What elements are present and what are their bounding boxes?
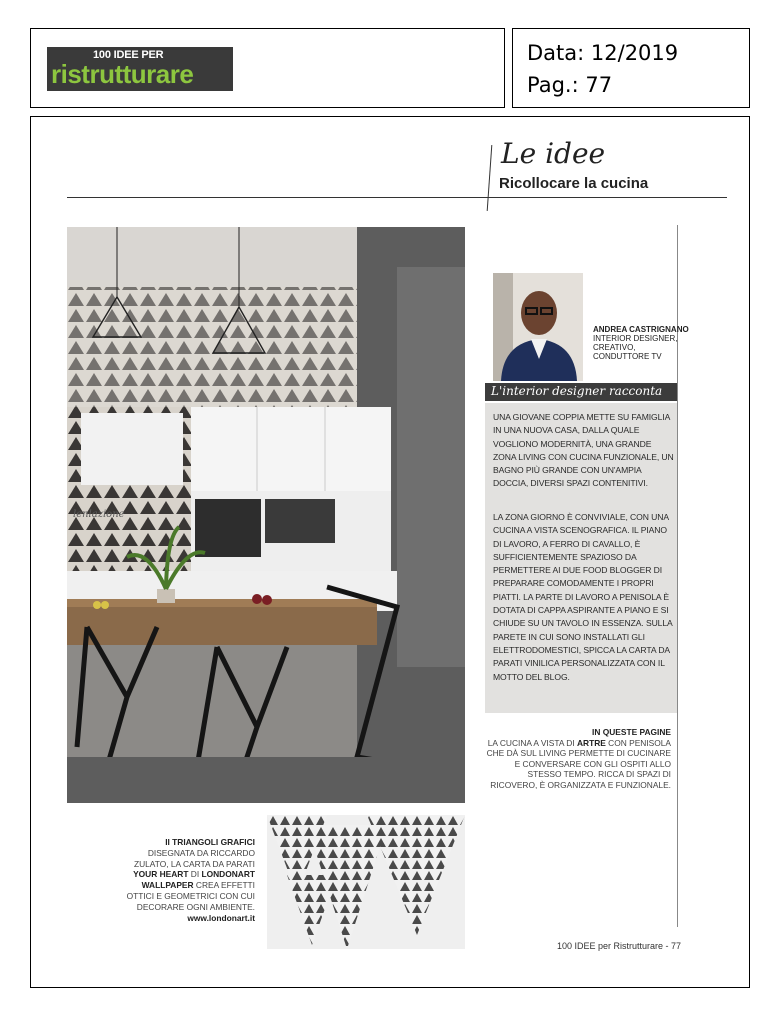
designer-text-panel [485,403,677,713]
designer-credit [593,325,689,361]
designer-photo [493,273,583,381]
wallpaper-caption [121,837,255,923]
kitchen-photo [67,227,465,803]
designer-name: ANDREA CASTRIGNANO [593,325,689,334]
caption-text-b: CON PENISOLA CHE DÀ SUL LIVING PERMETTE DI CUCINARE E CONVERSARE CON GLI OSPITI ALLO STESSO TEMPO. RICCA DI SPAZI DI RICOVERO, È ORGANIZZATA E FUNZIONALE. [486,737,671,790]
article-page [30,116,750,988]
section-title: Le idee [501,137,606,170]
page-line: Pag.: 77 [527,73,613,97]
wallpaper-caption-text-b: DI [188,869,202,880]
logo-main-text: ristrutturare [51,59,194,89]
section-subtitle: Ricollocare la cucina [499,175,649,192]
designer-role-3: CONDUTTORE TV [593,352,662,361]
designer-role-2: CREATIVO, [593,343,636,352]
magazine-logo [47,47,233,91]
wallpaper-url: www.londonart.it [187,912,255,923]
wallpaper-sample-image [267,815,465,949]
wallpaper-product: YOUR HEART [133,869,189,880]
date-line: Data: 12/2019 [527,41,679,65]
wallpaper-caption-text-c: CREA EFFETTI OTTICI E GEOMETRICI CON CUI DECORARE OGNI AMBIENTE. [126,880,255,912]
wallpaper-caption-text-a: DISEGNATA DA RICCARDO ZULATO, LA CARTA DA PARATI [133,847,255,869]
logo-top-text: 100 IDEE PER [93,49,164,61]
date-box [512,28,750,108]
caption-text-a: LA CUCINA A VISTA DI [487,737,577,748]
banner-label: L'interior designer racconta [491,384,663,398]
masthead-box [30,28,505,108]
photo-caption [485,727,671,790]
designer-role-1: INTERIOR DESIGNER, [593,334,678,343]
header-accent-line [487,145,493,211]
header-rule [67,197,727,198]
wallpaper-caption-heading: II TRIANGOLI GRAFICI [165,837,255,847]
page-footer: 100 IDEE per Ristrutturare - 77 [557,941,682,951]
body-paragraph-1: UNA GIOVANE COPPIA METTE SU FAMIGLIA IN UNA NUOVA CASA, DALLA QUALE VOGLIONO MODERNITÀ, UNA GRANDE ZONA LIVING CON CUCINA FUNZIONALE, UN BAGNO PIÙ GRANDE CON UN'AMPIA DOCCIA, DIVERSI SPAZI CONTENITIVI. [493,412,674,489]
caption-heading: IN QUESTE PAGINE [592,727,671,737]
wallpaper-brand: LONDONART WALLPAPER [141,869,255,891]
body-paragraph-2: LA ZONA GIORNO È CONVIVIALE, CON UNA CUCINA A VISTA SCENOGRAFICA. IL PIANO DI LAVORO, A FERRO DI CAVALLO, È SUFFICIENTEMENTE SPAZIOSO DA PERMETTERE AI DUE FOOD BLOGGER DI PREPARARE COMODAMENTE I PROPRI PIATTI. LA PARTE DI LAVORO A PENISOLA È DOTATA DI CAPPA ASPIRANTE A PIANO E SI CHIUDE SU UN TAVOLO IN ESSENZA. SULLA PARETE IN CUI SONO INSTALLATI GLI ELETTRODOMESTICI, SPICCA LA CARTA DA PARATI VINILICA PERSONALIZZATA CON IL MOTTO DEL BLOG. [493,512,673,682]
caption-brand: ARTRE [576,737,606,748]
photo-wall-sign: lenlazione [73,509,125,520]
designer-banner [485,383,677,401]
